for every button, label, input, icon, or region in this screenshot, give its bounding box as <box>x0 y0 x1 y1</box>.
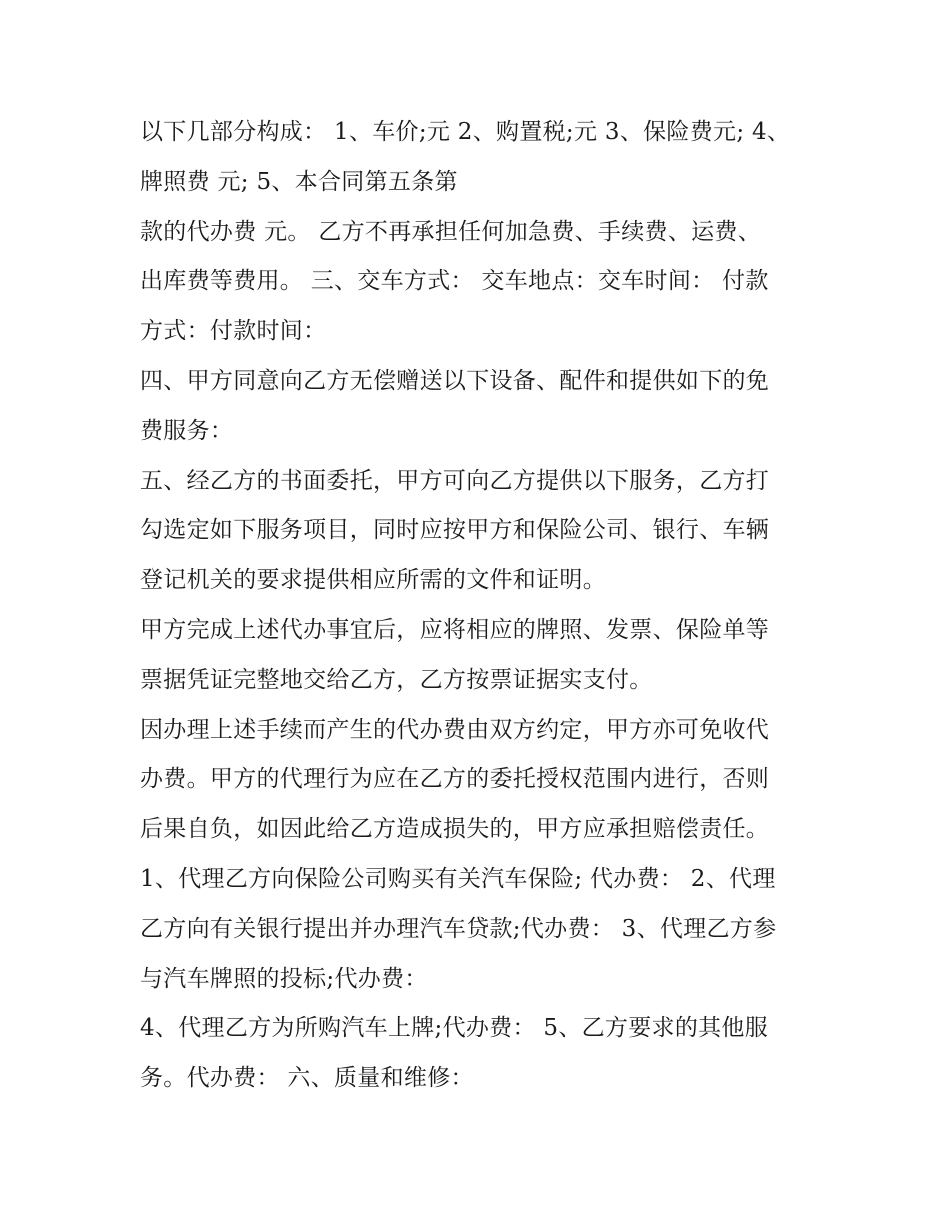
text-line: 以下几部分构成： 1、车价;元 2、购置税;元 3、保险费元; 4、 <box>140 119 791 145</box>
text-line: 款的代办费 元。 乙方不再承担任何加急费、手续费、运费、 <box>140 218 762 245</box>
text-line: 乙方向有关银行提出并办理汽车贷款;代办费： 3、代理乙方参 <box>140 915 777 942</box>
text-line: 办费。甲方的代理行为应在乙方的委托授权范围内进行，否则 <box>140 766 770 793</box>
text-line: 四、甲方同意向乙方无偿赠送以下设备、配件和提供如下的免 <box>140 367 770 394</box>
text-line: 方式：付款时间： <box>140 318 327 345</box>
text-line: 登记机关的要求提供相应所需的文件和证明。 <box>140 567 606 594</box>
document-body <box>140 108 820 1104</box>
text-line: 与汽车牌照的投标;代办费： <box>140 965 428 992</box>
text-line: 五、经乙方的书面委托，甲方可向乙方提供以下服务，乙方打 <box>140 467 770 494</box>
text-line: 甲方完成上述代办事宜后，应将相应的牌照、发票、保险单等 <box>140 616 770 643</box>
text-line: 勾选定如下服务项目，同时应按甲方和保险公司、银行、车辆 <box>140 517 770 544</box>
text-line: 牌照费 元; 5、本合同第五条第 <box>140 168 458 195</box>
text-line: 票据凭证完整地交给乙方，乙方按票证据实支付。 <box>140 666 653 693</box>
text-line: 4、代理乙方为所购汽车上牌;代办费： 5、乙方要求的其他服 <box>140 1015 769 1042</box>
text-line: 后果自负，如因此给乙方造成损失的，甲方应承担赔偿责任。 <box>140 816 770 843</box>
text-line: 务。代办费： 六、质量和维修： <box>140 1065 474 1092</box>
text-line: 因办理上述手续而产生的代办费由双方约定，甲方亦可免收代 <box>140 716 770 743</box>
text-line: 出库费等费用。 三、交车方式： 交车地点：交车时间： 付款 <box>140 268 769 295</box>
text-line: 1、代理乙方向保险公司购买有关汽车保险; 代办费： 2、代理 <box>140 865 776 892</box>
text-line: 费服务： <box>140 417 234 444</box>
